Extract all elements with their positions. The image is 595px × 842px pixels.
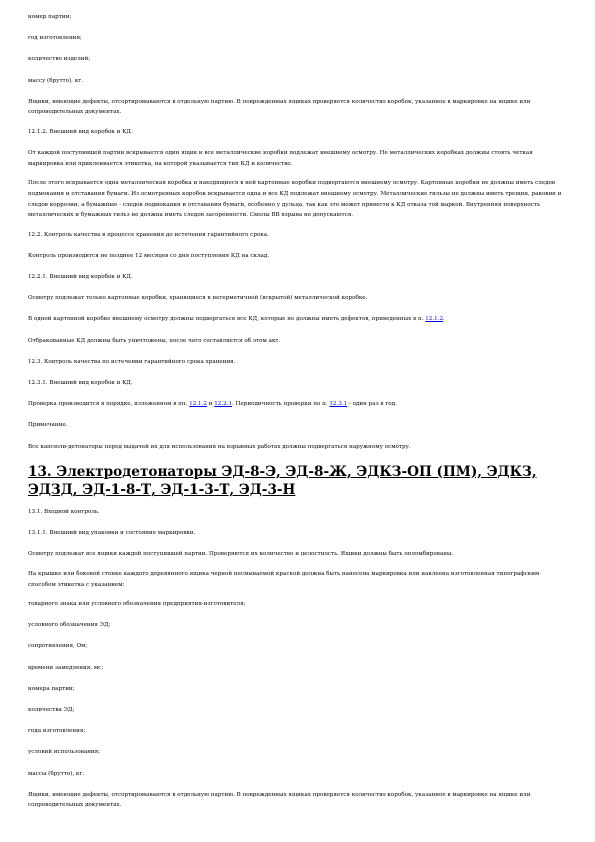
- text-line: условий использования;: [28, 749, 101, 756]
- subsection-heading-13-1-1: 13.1.1. Внешний вид упаковки и состояние маркировки.: [28, 530, 196, 537]
- text-line: товарного знака или условного обозначения предприятия-изготовителя;: [28, 601, 246, 608]
- text-line: номер партии;: [28, 14, 72, 20]
- note-text: Все капсюли-детонаторы перед выдачей их для использования на взрывных работах должны подвергаться наружному осмотру.: [28, 443, 411, 450]
- paragraph-check: [28, 399, 568, 410]
- text-line: условного обозначения ЭД;: [28, 622, 111, 629]
- text-run: - один раз в год.: [347, 401, 397, 408]
- subsection-heading-12-2-1: 12.2.1. Внешний вид коробок и КД.: [28, 274, 133, 281]
- text-run: . Периодичность проверки по п.: [232, 401, 330, 408]
- paragraph-12-2-1: Осмотру подлежат только картонные коробки, хранящиеся в негерметичной (вскрытой) металлической коробке.: [28, 295, 368, 302]
- subsection-heading-12-3-1: 12.3.1. Внешний вид коробок и КД.: [28, 380, 133, 386]
- paragraph-rejected: Отбракованные КД должны быть уничтожены, после чего составляется об этом акт.: [28, 337, 281, 344]
- text-run: и: [206, 401, 215, 408]
- paragraph-marking: На крышке или боковой стенке каждого деревянного ящика черной несмываемой краской должна быть нанесена маркировка или наклеена изготовленная типографским способом этикетка с указанием:: [28, 570, 540, 588]
- subsection-heading-12-2: 12.2. Контроль качества в процессе хранения до истечения гарантийного срока.: [28, 231, 269, 238]
- paragraph-defects-13: Ящики, имеющие дефекты, отсортировываются в отдельную партию. В поврежденных ящиках проверяется количество коробок, указанное в маркировке на ящике или сопроводительных документах.: [28, 791, 531, 809]
- subsection-heading-12-1-2: 12.1.2. Внешний вид коробок и КД.: [28, 128, 133, 135]
- section-13-heading: 13. Электродетонаторы ЭД-8-Э, ЭД-8-Ж, ЭДКЗ-ОП (ПМ), ЭДКЗ, ЭДЗД, ЭД-1-8-Т, ЭД-1-3-Т, ЭД-3-Н: [28, 463, 537, 499]
- paragraph-12-2: Контроль производится не позднее 12 месяцев со дня поступления КД на склад.: [28, 252, 270, 259]
- paragraph-inspection: После этого вскрывается одна металлическая коробка и находящиеся в ней картонные коробки подвергаются внешнему осмотру. Картонные коробки не должны иметь следов подмокания и отставания бумаги. Из осмотренных коробок вскрывается одна и все КД подлежат внешнему осмотру. Металлические гильзы не должны иметь трещин, раковин и следов коррозии, а бумажные - следов подмокания и отставания бумаги, особенно у дульца, так как это может привести к КД отказа той маркой. Внутренняя поверхность металлических и бумажных гильз не должна иметь следов засоренности. Смолы ВВ взрыва не допускаются.: [28, 180, 562, 219]
- text-line: массу (брутто), кг.: [28, 77, 83, 84]
- paragraph-each-box: [28, 314, 568, 325]
- text-line: сопротивления, Ом;: [28, 643, 88, 650]
- text-line: номера партии;: [28, 685, 75, 692]
- text-run: Проверка производится в порядке, изложенном в пп.: [28, 401, 190, 408]
- paragraph-defects: Ящики, имеющие дефекты, отсортировываются в отдельную партию. В поврежденных ящиках проверяется количество коробок, указанное в маркировке на ящике или сопроводительных документах.: [28, 98, 531, 116]
- link-12-1-2-b[interactable]: 12.1.2: [189, 401, 207, 408]
- link-12-1-2[interactable]: 12.1.2: [425, 316, 444, 323]
- text-run: .: [443, 316, 445, 323]
- text-line: год изготовления;: [28, 35, 82, 42]
- note-label: Примечание.: [28, 422, 68, 429]
- subsection-heading-13-1: 13.1. Входной контроль.: [28, 508, 100, 515]
- link-12-2-1[interactable]: 12.2.1: [214, 401, 233, 408]
- paragraph-sample: От каждой поступившей партии вскрывается один ящик и все металлические коробки подлежат внешнему осмотру. Не металлических коробках должны стоять четкая маркировка или приклеивается этикетка, на которой указывается тип КД и количество.: [28, 150, 533, 167]
- text-line: количество изделий;: [28, 56, 91, 63]
- text-line: количества ЭД;: [28, 707, 75, 714]
- text-run: В одной картонной коробке внешнему осмотру должны подвергаться все КД, которые не должны иметь дефектов, приведенных в п.: [28, 316, 426, 323]
- link-12-3-1[interactable]: 12.3.1: [329, 401, 348, 408]
- text-line: времени замедления, мс;: [28, 664, 104, 671]
- paragraph-inspect-boxes: Осмотру подлежат все ящики каждой поступившей партии. Проверяются их количество и целостность. Ящики должны быть опломбированы.: [28, 551, 454, 558]
- document-page: [28, 12, 568, 820]
- text-line: года изготовления;: [28, 728, 86, 735]
- text-line: массы (брутто), кг.: [28, 770, 85, 777]
- subsection-heading-12-3: 12.3. Контроль качества по истечении гарантийного срока хранения.: [28, 358, 236, 365]
